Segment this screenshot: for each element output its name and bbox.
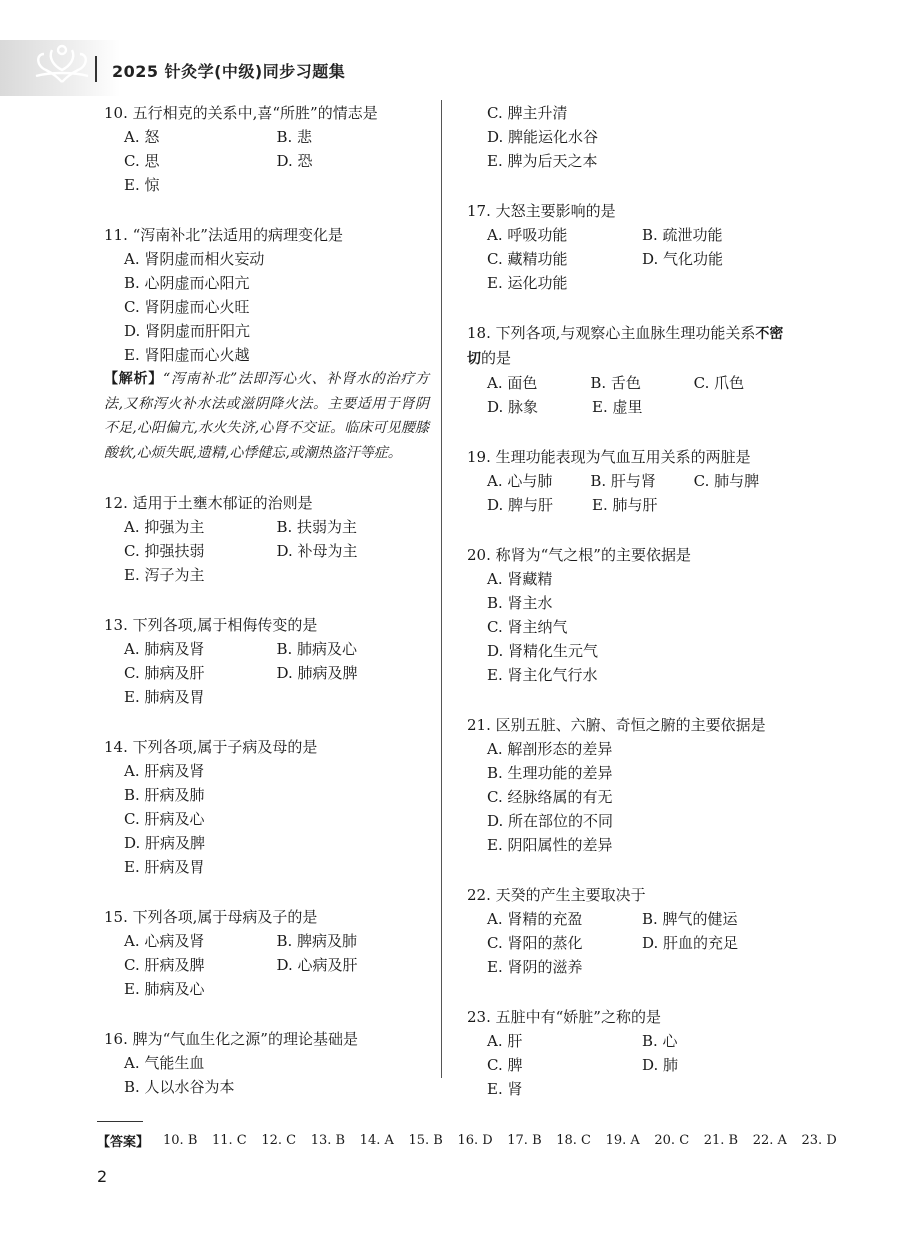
question-text: 16. 脾为“气血生化之源”的理论基础是: [104, 1030, 358, 1048]
question-text: 14. 下列各项,属于子病及母的是: [104, 738, 318, 756]
option-row: [467, 907, 797, 931]
option-row: [467, 615, 797, 639]
answer-option: C. 经脉络属的有无: [487, 788, 613, 806]
answer-option: D. 气化功能: [642, 250, 724, 268]
option-row: [104, 1051, 429, 1075]
right-column: [467, 101, 797, 1127]
question-block: [104, 905, 429, 1001]
question-stem: [104, 735, 429, 759]
option-row: [104, 831, 429, 855]
answer-option: C. 脾主升清: [487, 104, 568, 122]
option-row: [104, 271, 429, 295]
answer-option: A. 呼吸功能: [487, 226, 568, 244]
question-stem: [104, 905, 429, 929]
answer-option: E. 阴阳属性的差异: [487, 836, 613, 854]
option-row: [467, 591, 797, 615]
answer-item: 10. B: [163, 1133, 198, 1148]
answer-option: E. 肾阴的滋养: [487, 958, 583, 976]
answer-item: 13. B: [310, 1133, 346, 1148]
answer-item: 16. D: [457, 1133, 493, 1148]
answer-option: A. 肾阴虚而相火妄动: [124, 250, 265, 268]
option-row: [467, 809, 797, 833]
analysis-text: [104, 367, 429, 465]
answer-option: A. 气能生血: [124, 1054, 205, 1072]
answer-option: A. 抑强为主: [124, 518, 205, 536]
answer-option: D. 肾阴虚而肝阳亢: [124, 322, 251, 340]
option-row: [104, 563, 429, 587]
book-logo-icon: [30, 40, 94, 88]
option-row: [467, 1029, 797, 1053]
header-separator: [95, 56, 97, 82]
option-row: [104, 637, 429, 661]
question-text: 11. “泻南补北”法适用的病理变化是: [104, 226, 343, 244]
answer-option: E. 肺与肝: [592, 496, 658, 514]
answer-option: B. 脾病及肺: [276, 932, 358, 950]
option-row: [467, 247, 797, 271]
answer-option: D. 所在部位的不同: [487, 812, 614, 830]
option-row: [104, 247, 429, 271]
answer-item: 20. C: [654, 1133, 690, 1148]
answer-option: D. 补母为主: [276, 542, 358, 560]
option-row: [467, 955, 797, 979]
option-row: [467, 785, 797, 809]
option-row: [467, 833, 797, 857]
question-block: [104, 735, 429, 879]
question-text: 21. 区别五脏、六腑、奇恒之腑的主要依据是: [467, 716, 766, 734]
option-row: [467, 639, 797, 663]
option-row: [467, 761, 797, 785]
answer-option: B. 肝与肾: [590, 472, 656, 490]
question-stem: [467, 199, 797, 223]
question-stem: [104, 1027, 429, 1051]
option-row: [467, 371, 797, 395]
question-block: [467, 199, 797, 295]
question-text: 19. 生理功能表现为气血互用关系的两脏是: [467, 448, 751, 466]
answer-item: 23. D: [801, 1133, 837, 1148]
question-text: 20. 称肾为“气之根”的主要依据是: [467, 546, 691, 564]
answer-option: B. 人以水谷为本: [124, 1078, 235, 1096]
option-row: [104, 515, 429, 539]
question-block: [104, 491, 429, 587]
option-row: [467, 125, 797, 149]
option-row: [104, 661, 429, 685]
question-16-continuation: [467, 101, 797, 173]
option-row: [104, 539, 429, 563]
answer-item: 17. B: [507, 1133, 542, 1148]
answer-option: A. 肺病及肾: [124, 640, 205, 658]
answer-option: C. 肾主纳气: [487, 618, 568, 636]
answer-option: E. 泻子为主: [124, 566, 205, 584]
answer-item: 21. B: [703, 1133, 739, 1148]
question-emphasis: 不密切: [467, 326, 784, 367]
answer-option: B. 肺病及心: [276, 640, 358, 658]
question-text-tail: 的是: [481, 349, 512, 367]
answer-option: B. 心阴虚而心阳亢: [124, 274, 250, 292]
question-block: [467, 713, 797, 857]
question-text: 22. 天癸的产生主要取决于: [467, 886, 646, 904]
answer-option: E. 肾: [487, 1080, 523, 1098]
book-title: 2025 针灸学(中级)同步习题集: [112, 62, 346, 81]
question-text: 10. 五行相克的关系中,喜“所胜”的情志是: [104, 104, 378, 122]
analysis-tag: 【解析】: [104, 371, 164, 387]
answer-option: C. 抑强扶弱: [124, 542, 205, 560]
option-row: [104, 295, 429, 319]
question-stem: [104, 491, 429, 515]
question-block: [104, 1027, 429, 1099]
question-stem: [467, 543, 797, 567]
question-stem: [467, 1005, 797, 1029]
question-stem: [104, 223, 429, 247]
answer-option: A. 怒: [124, 128, 160, 146]
answer-option: C. 肺病及肝: [124, 664, 205, 682]
answer-item: 18. C: [556, 1133, 591, 1148]
option-row: [467, 737, 797, 761]
answer-option: A. 解剖形态的差异: [487, 740, 613, 758]
column-divider: [441, 100, 442, 1078]
answer-option: E. 脾为后天之本: [487, 152, 598, 170]
answer-option: A. 心与肺: [487, 472, 553, 490]
question-stem: [467, 883, 797, 907]
question-block: [104, 223, 429, 465]
answer-option: C. 藏精功能: [487, 250, 568, 268]
option-row: [467, 469, 797, 493]
option-row: [467, 1053, 797, 1077]
option-row: [104, 929, 429, 953]
option-row: [467, 931, 797, 955]
answer-option: D. 脾能运化水谷: [487, 128, 599, 146]
option-row: [467, 223, 797, 247]
answer-option: C. 肝病及脾: [124, 956, 205, 974]
answer-option: B. 肝病及肺: [124, 786, 205, 804]
question-block: [104, 101, 429, 197]
answer-option: D. 肾精化生元气: [487, 642, 599, 660]
answer-option: E. 运化功能: [487, 274, 568, 292]
question-stem: [467, 713, 797, 737]
option-row: [467, 395, 797, 419]
answer-option: C. 肾阳的蒸化: [487, 934, 583, 952]
answer-option: A. 面色: [487, 374, 538, 392]
answer-item: 11. C: [211, 1133, 247, 1148]
answer-option: D. 肺病及脾: [276, 664, 358, 682]
answer-item: 12. C: [261, 1133, 297, 1148]
option-row: [104, 173, 429, 197]
answer-option: B. 舌色: [590, 374, 641, 392]
answer-option: A. 肾藏精: [487, 570, 553, 588]
answer-option: B. 扶弱为主: [276, 518, 358, 536]
option-row: [104, 343, 429, 367]
option-row: [467, 101, 797, 125]
question-block: [104, 613, 429, 709]
option-row: [104, 807, 429, 831]
question-block: [467, 883, 797, 979]
page-number: 2: [97, 1167, 108, 1186]
answer-option: B. 脾气的健运: [642, 910, 738, 928]
option-row: [104, 783, 429, 807]
answer-option: A. 肾精的充盈: [487, 910, 583, 928]
question-block: [467, 1005, 797, 1101]
answer-option: C. 爪色: [693, 374, 745, 392]
question-stem: [467, 321, 797, 371]
answer-rule: [97, 1121, 143, 1122]
option-row: [104, 1075, 429, 1099]
answer-option: A. 心病及肾: [124, 932, 205, 950]
question-stem: [104, 101, 429, 125]
answer-label: 【答案】: [97, 1135, 150, 1150]
answer-option: D. 肝血的充足: [642, 934, 739, 952]
answer-option: E. 肺病及心: [124, 980, 205, 998]
option-row: [467, 493, 797, 517]
answer-option: D. 脉象: [487, 398, 539, 416]
option-row: [104, 855, 429, 879]
answer-item: 22. A: [752, 1133, 787, 1148]
answer-option: D. 肺: [642, 1056, 679, 1074]
question-text: 12. 适用于土壅木郁证的治则是: [104, 494, 313, 512]
answer-option: E. 肺病及胃: [124, 688, 205, 706]
question-stem: [104, 613, 429, 637]
answer-option: B. 生理功能的差异: [487, 764, 613, 782]
answer-option: E. 肝病及胃: [124, 858, 205, 876]
question-text: 15. 下列各项,属于母病及子的是: [104, 908, 318, 926]
question-stem: [467, 445, 797, 469]
question-text: 23. 五脏中有“娇脏”之称的是: [467, 1008, 661, 1026]
option-row: [104, 149, 429, 173]
option-row: [467, 149, 797, 173]
answer-option: E. 肾主化气行水: [487, 666, 598, 684]
option-row: [467, 271, 797, 295]
option-row: [104, 685, 429, 709]
answer-option: B. 疏泄功能: [642, 226, 723, 244]
answer-item: 15. B: [408, 1133, 443, 1148]
answer-option: B. 肾主水: [487, 594, 553, 612]
answer-option: E. 虚里: [592, 398, 643, 416]
option-row: [104, 319, 429, 343]
answer-option: D. 心病及肝: [276, 956, 358, 974]
option-row: [467, 663, 797, 687]
question-text: 18. 下列各项,与观察心主血脉生理功能关系: [467, 324, 756, 342]
left-column: [104, 101, 429, 1125]
answer-item: 14. A: [359, 1133, 394, 1148]
question-text: 13. 下列各项,属于相侮传变的是: [104, 616, 318, 634]
answer-option: B. 悲: [276, 128, 313, 146]
option-row: [104, 125, 429, 149]
answer-option: C. 思: [124, 152, 160, 170]
question-block: [467, 321, 797, 419]
answer-option: A. 肝病及肾: [124, 762, 205, 780]
question-block: [467, 445, 797, 517]
answer-option: D. 脾与肝: [487, 496, 554, 514]
question-block: [467, 543, 797, 687]
answer-option: E. 惊: [124, 176, 160, 194]
option-row: [467, 567, 797, 591]
answer-option: D. 恐: [276, 152, 313, 170]
option-row: [104, 953, 429, 977]
answer-option: B. 心: [642, 1032, 678, 1050]
option-row: [467, 1077, 797, 1101]
answer-option: C. 肾阴虚而心火旺: [124, 298, 250, 316]
question-text: 17. 大怒主要影响的是: [467, 202, 616, 220]
answer-key: [97, 1131, 851, 1150]
answer-item: 19. A: [605, 1133, 640, 1148]
answer-option: E. 肾阳虚而心火越: [124, 346, 250, 364]
option-row: [104, 759, 429, 783]
answer-option: C. 脾: [487, 1056, 523, 1074]
answer-option: D. 肝病及脾: [124, 834, 206, 852]
answer-option: A. 肝: [487, 1032, 523, 1050]
option-row: [104, 977, 429, 1001]
answer-option: C. 肝病及心: [124, 810, 205, 828]
analysis-body: “泻南补北”法即泻心火、补肾水的治疗方法,又称泻火补水法或滋阴降火法。主要适用于肾阴不足,心阳偏亢,水火失济,心肾不交证。临床可见腰膝酸软,心烦失眠,遗精,心悸健忘,或潮热盗汗等症。: [104, 371, 429, 461]
answer-option: C. 肺与脾: [693, 472, 760, 490]
